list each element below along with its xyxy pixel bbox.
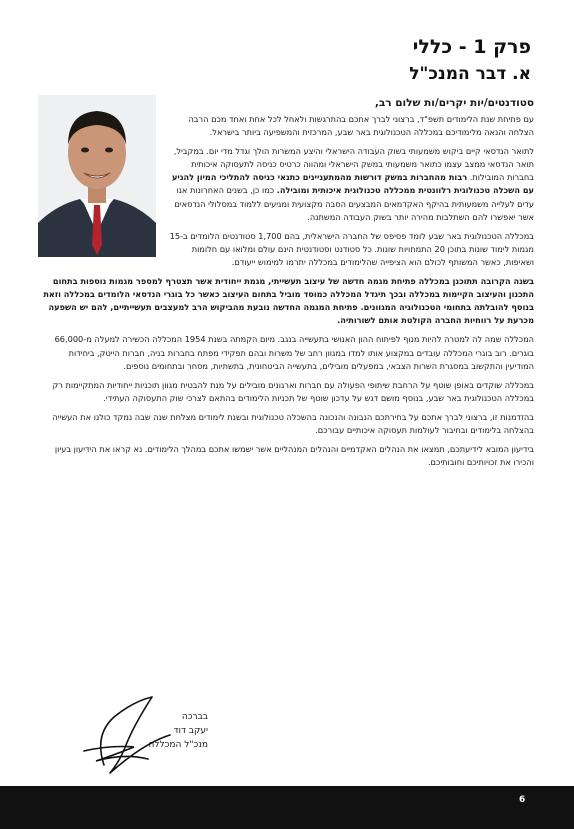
photo-spacer [38, 96, 166, 268]
paragraph-4: בשנה הקרובה תתוכנן במכללה פתיחת מגמה חדשה של עיצוב תעשייתי, מגמת ייחודית אשר תצטרף למספר מגמות נוספות בתחום התכנון והעיצוב הקיימות במכללה ובכך תיגדל המכללה כמוסד מוביל בתחום העיצוב כאשר כל בוגרי הנדסאי הלומדים במכללה וזאת בנוסף להובלתה בתחומי הטכנולוגיה המגוונים. פתיחת המגמה החדשה נובעת מהביקוש הרב למעצבים תעשייתיים, להם יש השפעה מכרעת על רווחיות החברה הקולטת אותם לשורותיה. [43, 276, 534, 326]
handwritten-signature [74, 695, 176, 775]
paragraph-1: עם פתיחת שנת הלימודים תשפ"ד, ברצוני לברך אתכם בהתרגשות ולאחל לכל אחת ואחד מכם הרבה הצלחה והנאה מלימודיכם במכללה הטכנולוגית באר שבע, המרכזית והמשפיעה ביותר בישראל. [188, 114, 534, 138]
letter-body [38, 96, 534, 475]
page-footer [0, 786, 574, 829]
paragraph-7: בהזדמנות זו, ברצוני לברך אתכם על בחירתכם הנבונה והנכונה בהשכלה טכנולוגית ובשנת לימודים מצלחת שנה שבה נמקד כולנו את העשייה בהצלחה בלימודים ובחיבור לעולמות תעסוקה איכותיים עבורכם. [52, 411, 534, 435]
paragraph-2-intro: לתואר הנדסאי קיים ביקוש משמעותי בשוק העבודה הישראלי והיצע המשרות הולך וגדל מדי יום. במקביל, תואר הנדסאי ממצב עצמו כתואר משמעותי במשק הישראלי ומהווה כרטיס כניסה לתעסוקה איכותית בחברות המובילות. [173, 146, 534, 183]
greeting: סטודנטים/יות יקרים/ות שלום רב, [374, 97, 534, 109]
signoff-title: מנכ"ל המכללה [148, 740, 208, 750]
signoff-greeting: בברכה [181, 712, 208, 722]
paragraph-8: בידיעון המובא לידיעתכם, תמצאו את הנהלים האקדמיים והנהלים המנהליים אשר ישמשו אתכם במהלך הלימודים. נא קראו את הידיעון בעיון והכירו את זכויותיכם וחובותיכם. [54, 444, 534, 468]
signoff-name: יעקב דוד [173, 726, 208, 736]
paragraph-5: המכללה שמה לה למטרה להיות מנוף לפיתוח ההון האנושי בתעשייה בנגב. מיום הקמתה בשנת 1954 המכללה הכשירה למעלה מ-66,000 בוגרים. רוב בוגרי המכללה עובדים במקצוע אותו למדו במגוון רחב של משרות ובהם תפקידי מפתח בחברות בניה, חברות הייטק, ביחידות המודיעין והתקשוב במסגרת השרות הצבאי, במפעלים מובילים, בתעשייה הביטחונית, בתשתיות, מסחר ובתחומים נוספים. [54, 334, 534, 371]
section-title: א. דבר המנכ"ל [409, 64, 531, 84]
chapter-title: פרק 1 - כללי [412, 36, 531, 58]
page-number: 6 [519, 795, 526, 805]
paragraph-3: במכללה הטכנולוגית באר שבע לומד פסיפס של החברה הישראלית, בהם 1,700 סטודנטים הלומדים ב-15 מגמות לימוד שונות בתוכן 20 התמחויות שונות. כל סטודנט וסטודנטית הינם עולם ומלואו עם חלומות ושאיפות, כאשר המשותף לכולם הוא הציפייה שהלימודים במכללה יתרמו למימוש ייעודם. [169, 230, 534, 267]
paragraph-2-tail: כמו כן, בשנים האחרונות אנו עדים לעלייה משמעותית בהיקף האקדמאים המבצעים הסבה מקצועית ומגיעים ללמוד במסלולי הנדסאים אשר יאפשרו להם השתלבות מהירה יותר בשוק העבודה המשתנה. [174, 185, 534, 222]
paragraph-2-emphasis: רבות מהחברות במשק דורשות מהמתעניינים כתנאי כניסה להתליכי המיון להגיע עם השכלה טכנולוגית רלוונטית ממכללה טכנולוגית איכותית ומובילה. [171, 172, 534, 196]
paragraph-6: במכללה שוקדים באופן שוטף על הרחבת שיתופי הפעולה עם חברות וארגונים מובילים על מנת להבטיח מגוון תוכניות ייחודיות המתקיימות רק במכללה הטכנולוגית באר שבע, בנוסף מושם דגש על עדכון שוטף של תכניות הלימודים בהתאם לצרכי שוק התעסוקה העתידי. [52, 379, 534, 403]
